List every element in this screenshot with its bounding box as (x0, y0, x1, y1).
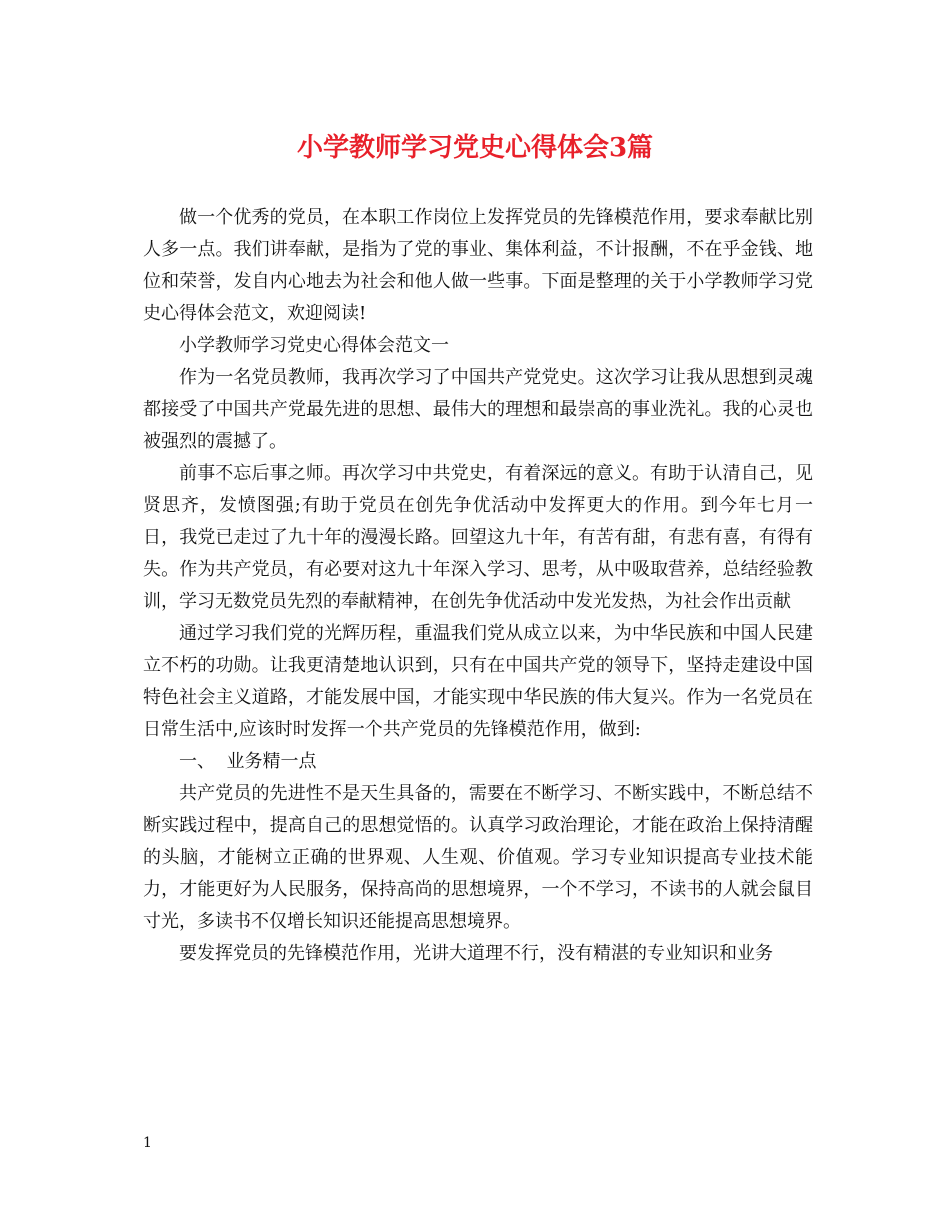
document-body (143, 202, 813, 970)
paragraph: 通过学习我们党的光辉历程，重温我们党从成立以来，为中华民族和中国人民建立不朽的功勋。让我更清楚地认识到，只有在中国共产党的领导下，坚持走建设中国特色社会主义道路，才能发展中国，才能实现中华民族的伟大复兴。作为一名党员在日常生活中,应该时时发挥一个共产党员的先锋模范作用，做到: (143, 623, 813, 740)
list-heading: 一、 业务精一点 (179, 751, 317, 772)
paragraph: 共产党员的先进性不是天生具备的，需要在不断学习、不断实践中，不断总结不断实践过程中，提高自己的思想觉悟的。认真学习政治理论，才能在政治上保持清醒的头脑，才能树立正确的世界观、人生观、价值观。学习专业知识提高专业技术能力，才能更好为人民服务，保持高尚的思想境界，一个不学习，不读书的人就会鼠目寸光，多读书不仅增长知识还能提高思想境界。 (143, 783, 813, 932)
paragraph: 要发挥党员的先锋模范作用，光讲大道理不行，没有精湛的专业知识和业务 (179, 943, 773, 964)
paragraph: 前事不忘后事之师。再次学习中共党史，有着深远的意义。有助于认清自己，见贤思齐，发愤图强;有助于党员在创先争优活动中发挥更大的作用。到今年七月一日，我党已走过了九十年的漫漫长路。回望这九十年，有苦有甜，有悲有喜，有得有失。作为共产党员，有必要对这九十年深入学习、思考，从中吸取营养，总结经验教训，学习无数党员先烈的奉献精神，在创先争优活动中发光发热，为社会作出贡献 (143, 463, 813, 612)
page-number: 1 (143, 1135, 152, 1151)
section-heading: 小学教师学习党史心得体会范文一 (179, 335, 449, 356)
document-title: 小学教师学习党史心得体会3篇 (296, 133, 654, 163)
paragraph: 作为一名党员教师，我再次学习了中国共产党党史。这次学习让我从思想到灵魂都接受了中国共产党最先进的思想、最伟大的理想和最崇高的事业洗礼。我的心灵也被强烈的震撼了。 (143, 367, 813, 452)
paragraph: 做一个优秀的党员，在本职工作岗位上发挥党员的先锋模范作用，要求奉献比别人多一点。我们讲奉献，是指为了党的事业、集体利益，不计报酬，不在乎金钱、地位和荣誉，发自内心地去为社会和他人做一些事。下面是整理的关于小学教师学习党史心得体会范文，欢迎阅读! (143, 207, 813, 324)
